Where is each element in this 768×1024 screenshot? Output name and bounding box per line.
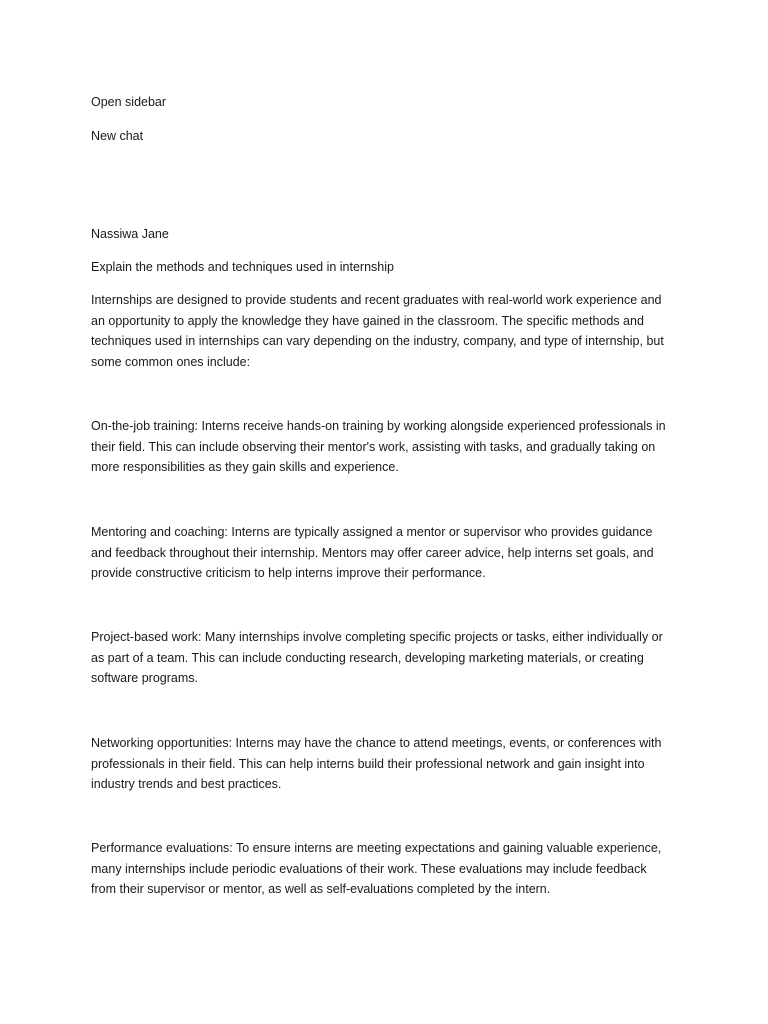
section-line: provide constructive criticism to help interns improve their performance. (91, 566, 486, 580)
section-line: Project-based work: Many internships involve completing specific projects or tasks, either individually or (91, 630, 663, 644)
section-networking-opportunities (91, 733, 691, 795)
section-line: On-the-job training: Interns receive hands-on training by working alongside experienced professionals in (91, 419, 666, 433)
section-line: software programs. (91, 671, 198, 685)
intro-line: some common ones include: (91, 354, 251, 369)
section-performance-evaluations (91, 838, 691, 900)
section-line: Performance evaluations: To ensure interns are meeting expectations and gaining valuable experience, (91, 841, 662, 855)
user-name: Nassiwa Jane (91, 227, 169, 241)
section-project-based-work (91, 627, 691, 689)
section-line: their field. This can include observing their mentor's work, assisting with tasks, and gradually taking on (91, 439, 656, 454)
intro-line: techniques used in internships can vary depending on the industry, company, and type of internship, but (91, 334, 664, 348)
new-chat-text: New chat (91, 129, 144, 143)
section-line: Networking opportunities: Interns may have the chance to attend meetings, events, or conferences with (91, 736, 662, 750)
section-line: industry trends and best practices. (91, 777, 282, 791)
open-sidebar-text: Open sidebar (91, 95, 167, 109)
section-line: as part of a team. This can include conducting research, developing marketing materials, or creating (91, 650, 644, 665)
section-line: and feedback throughout their internship. Mentors may offer career advice, help interns set goals, and (91, 545, 654, 560)
intro-line: Internships are designed to provide students and recent graduates with real-world work experience and (91, 293, 662, 307)
section-on-the-job-training (91, 416, 691, 478)
intro-paragraph (91, 290, 691, 372)
section-line: many internships include periodic evaluations of their work. These evaluations may include feedback (91, 861, 647, 876)
intro-line: an opportunity to apply the knowledge they have gained in the classroom. The specific methods and (91, 313, 644, 328)
section-line: professionals in their field. This can help interns build their professional network and gain insight into (91, 756, 645, 771)
section-line: more responsibilities as they gain skills and experience. (91, 460, 399, 474)
prompt-text: Explain the methods and techniques used in internship (91, 260, 394, 274)
section-mentoring-and-coaching (91, 522, 691, 584)
section-line: Mentoring and coaching: Interns are typically assigned a mentor or supervisor who provides guidance (91, 525, 653, 539)
section-line: from their supervisor or mentor, as well as self-evaluations completed by the intern. (91, 882, 551, 896)
